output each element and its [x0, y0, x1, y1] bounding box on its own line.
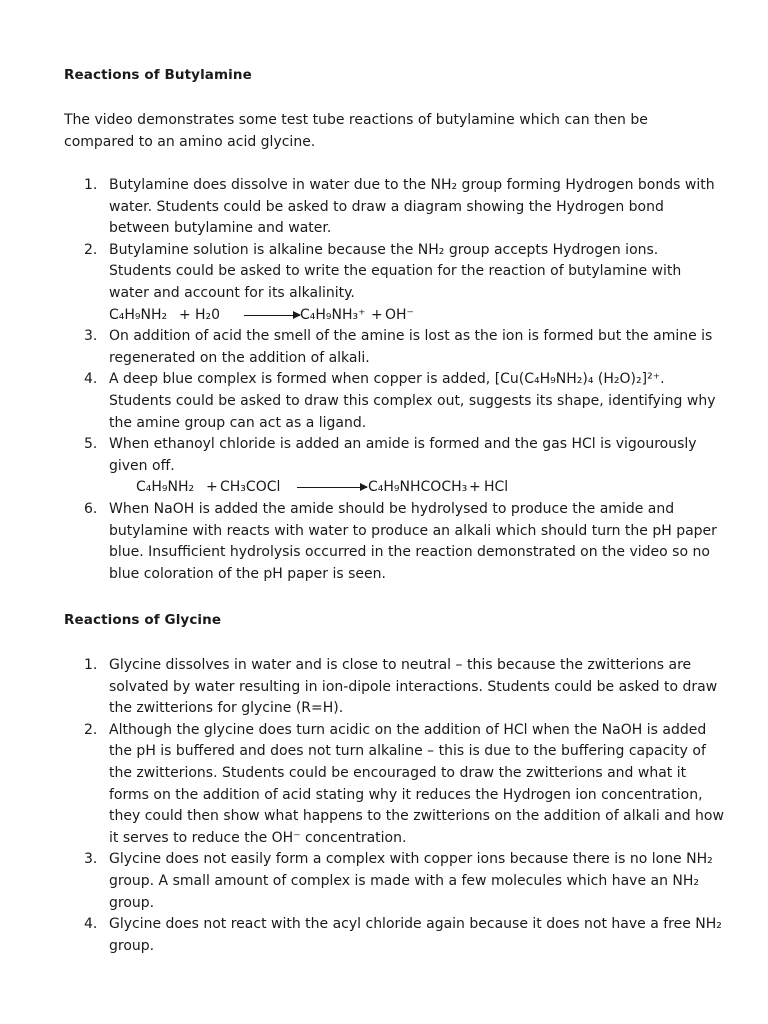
equation-reactant: H₂0 — [195, 306, 221, 323]
list-item-text: On addition of acid the smell of the amine is lost as the ion is formed but the amine is regenerated on the addition of alkali. — [109, 328, 713, 366]
list-item: 3. Glycine does not easily form a complex with copper ions because there is no lone NH₂ group. A small amount of complex is made with a few molecules which have an NH₂ group. — [84, 851, 713, 911]
equation-product: C₄H₉NHCOCH₃ — [368, 479, 468, 496]
list-item: 5. When ethanoyl chloride is added an amide is formed and the gas HCl is vigourously given off. C₄H₉NH₂ + CH₃COCl C₄H₉NHCOCH₃ + HCl — [64, 434, 724, 499]
equation-product: C₄H₉NH₃⁺ — [300, 306, 366, 323]
list-item-text: Butylamine does dissolve in water due to the NH₂ group forming Hydrogen bonds with water. Students could be asked to draw a diagram showing the Hydrogen bond between butylamine and water. — [109, 177, 715, 237]
reaction-arrow-icon — [244, 315, 300, 316]
section-heading-glycine: Reactions of Glycine — [64, 612, 222, 628]
equation-plus: + — [371, 306, 383, 323]
butylamine-list — [64, 175, 724, 585]
list-item-text: Glycine dissolves in water and is close to neutral – this because the zwitterions are solvated by water resulting in ion-dipole interactions. Students could be asked to draw the zwitterions for glycine (R=H). — [109, 657, 718, 717]
list-item-text: When NaOH is added the amide should be hydrolysed to produce the amide and butylamine with reacts with water to produce an alkali which should turn the pH paper blue. Insufficient hydrolysis occurred in the reaction demonstrated on the video so no blue coloration of the pH paper is seen. — [109, 500, 717, 582]
section-heading-butylamine: Reactions of Butylamine — [64, 67, 252, 83]
list-item-text: Butylamine solution is alkaline because the NH₂ group accepts Hydrogen ions. Students could be asked to write the equation for the reaction of butylamine with water and account for its alkalinity. — [109, 241, 682, 301]
list-item-text: A deep blue complex is formed when copper is added, [Cu(C₄H₉NH₂)₄ (H₂O)₂]²⁺. Students could be asked to draw this complex out, suggests its shape, identifying why the amine group can act as a ligand. — [109, 371, 716, 431]
list-item: 2. Although the glycine does turn acidic on the addition of HCl when the NaOH is added the pH is buffered and does not turn alkaline – this is due to the buffering capacity of the zwitterions. Students could be encouraged to draw the zwitterions and what it forms on the addition of acid stating why it reduces the Hydrogen ion concentration, they could then show what happens to the zwitterions on the addition of alkali and how it serves to reduce the OH⁻ concentration. — [84, 721, 724, 846]
equation-reactant: CH₃COCl — [220, 479, 281, 496]
equation-ethanoyl-chloride — [109, 477, 724, 499]
equation-plus: + — [469, 479, 481, 496]
list-item-text: When ethanoyl chloride is added an amide is formed and the gas HCl is vigourously given off. — [109, 436, 697, 474]
list-item: 6. When NaOH is added the amide should be hydrolysed to produce the amide and butylamine with reacts with water to produce an alkali which should turn the pH paper blue. Insufficient hydrolysis occurred in the reaction demonstrated on the video so no blue coloration of the pH paper is seen. — [84, 500, 717, 582]
list-item: 1. Butylamine does dissolve in water due to the NH₂ group forming Hydrogen bonds with water. Students could be asked to draw a diagram showing the Hydrogen bond between butylamine and water. — [84, 177, 715, 237]
equation-product: OH⁻ — [385, 306, 414, 323]
list-item-text: Although the glycine does turn acidic on the addition of HCl when the NaOH is added the pH is buffered and does not turn alkaline – this is due to the buffering capacity of the zwitterions. Students could be encouraged to draw the zwitterions and what it forms on the addition of acid stating why it reduces the Hydrogen ion concentration, they could then show what happens to the zwitterions on the addition of alkali and how it serves to reduce the OH⁻ concentration. — [109, 721, 724, 846]
list-item: 1. Glycine dissolves in water and is close to neutral – this because the zwitterions are solvated by water resulting in ion-dipole interactions. Students could be asked to draw the zwitterions for glycine (R=H). — [84, 657, 718, 717]
list-item: 4. Glycine does not react with the acyl chloride again because it does not have a free NH₂ group. — [84, 916, 722, 954]
equation-reactant: C₄H₉NH₂ — [109, 306, 168, 323]
equation-butylamine-water — [109, 305, 724, 327]
glycine-list — [64, 655, 724, 957]
equation-product: HCl — [484, 479, 509, 496]
equation-plus: + — [206, 479, 218, 496]
intro-paragraph: The video demonstrates some test tube reactions of butylamine which can then be compared to an amino acid glycine. — [64, 112, 648, 150]
list-item: 2. Butylamine solution is alkaline because the NH₂ group accepts Hydrogen ions. Students could be asked to write the equation for the reaction of butylamine with water and account for its alkalinity. C₄H₉NH₂ + H₂0 C₄H₉NH₃⁺ + OH⁻ — [64, 240, 724, 326]
list-item-text: Glycine does not easily form a complex with copper ions because there is no lone NH₂ group. A small amount of complex is made with a few molecules which have an NH₂ group. — [109, 851, 713, 911]
reaction-arrow-icon — [297, 487, 367, 488]
equation-plus: + — [179, 306, 191, 323]
equation-reactant: C₄H₉NH₂ — [136, 479, 195, 496]
list-item: 3. On addition of acid the smell of the amine is lost as the ion is formed but the amine is regenerated on the addition of alkali. — [84, 328, 713, 366]
list-item: 4. A deep blue complex is formed when copper is added, [Cu(C₄H₉NH₂)₄ (H₂O)₂]²⁺. Students could be asked to draw this complex out, suggests its shape, identifying why the amine group can act as a ligand. — [84, 371, 716, 431]
list-item-text: Glycine does not react with the acyl chloride again because it does not have a free NH₂ group. — [109, 916, 722, 954]
